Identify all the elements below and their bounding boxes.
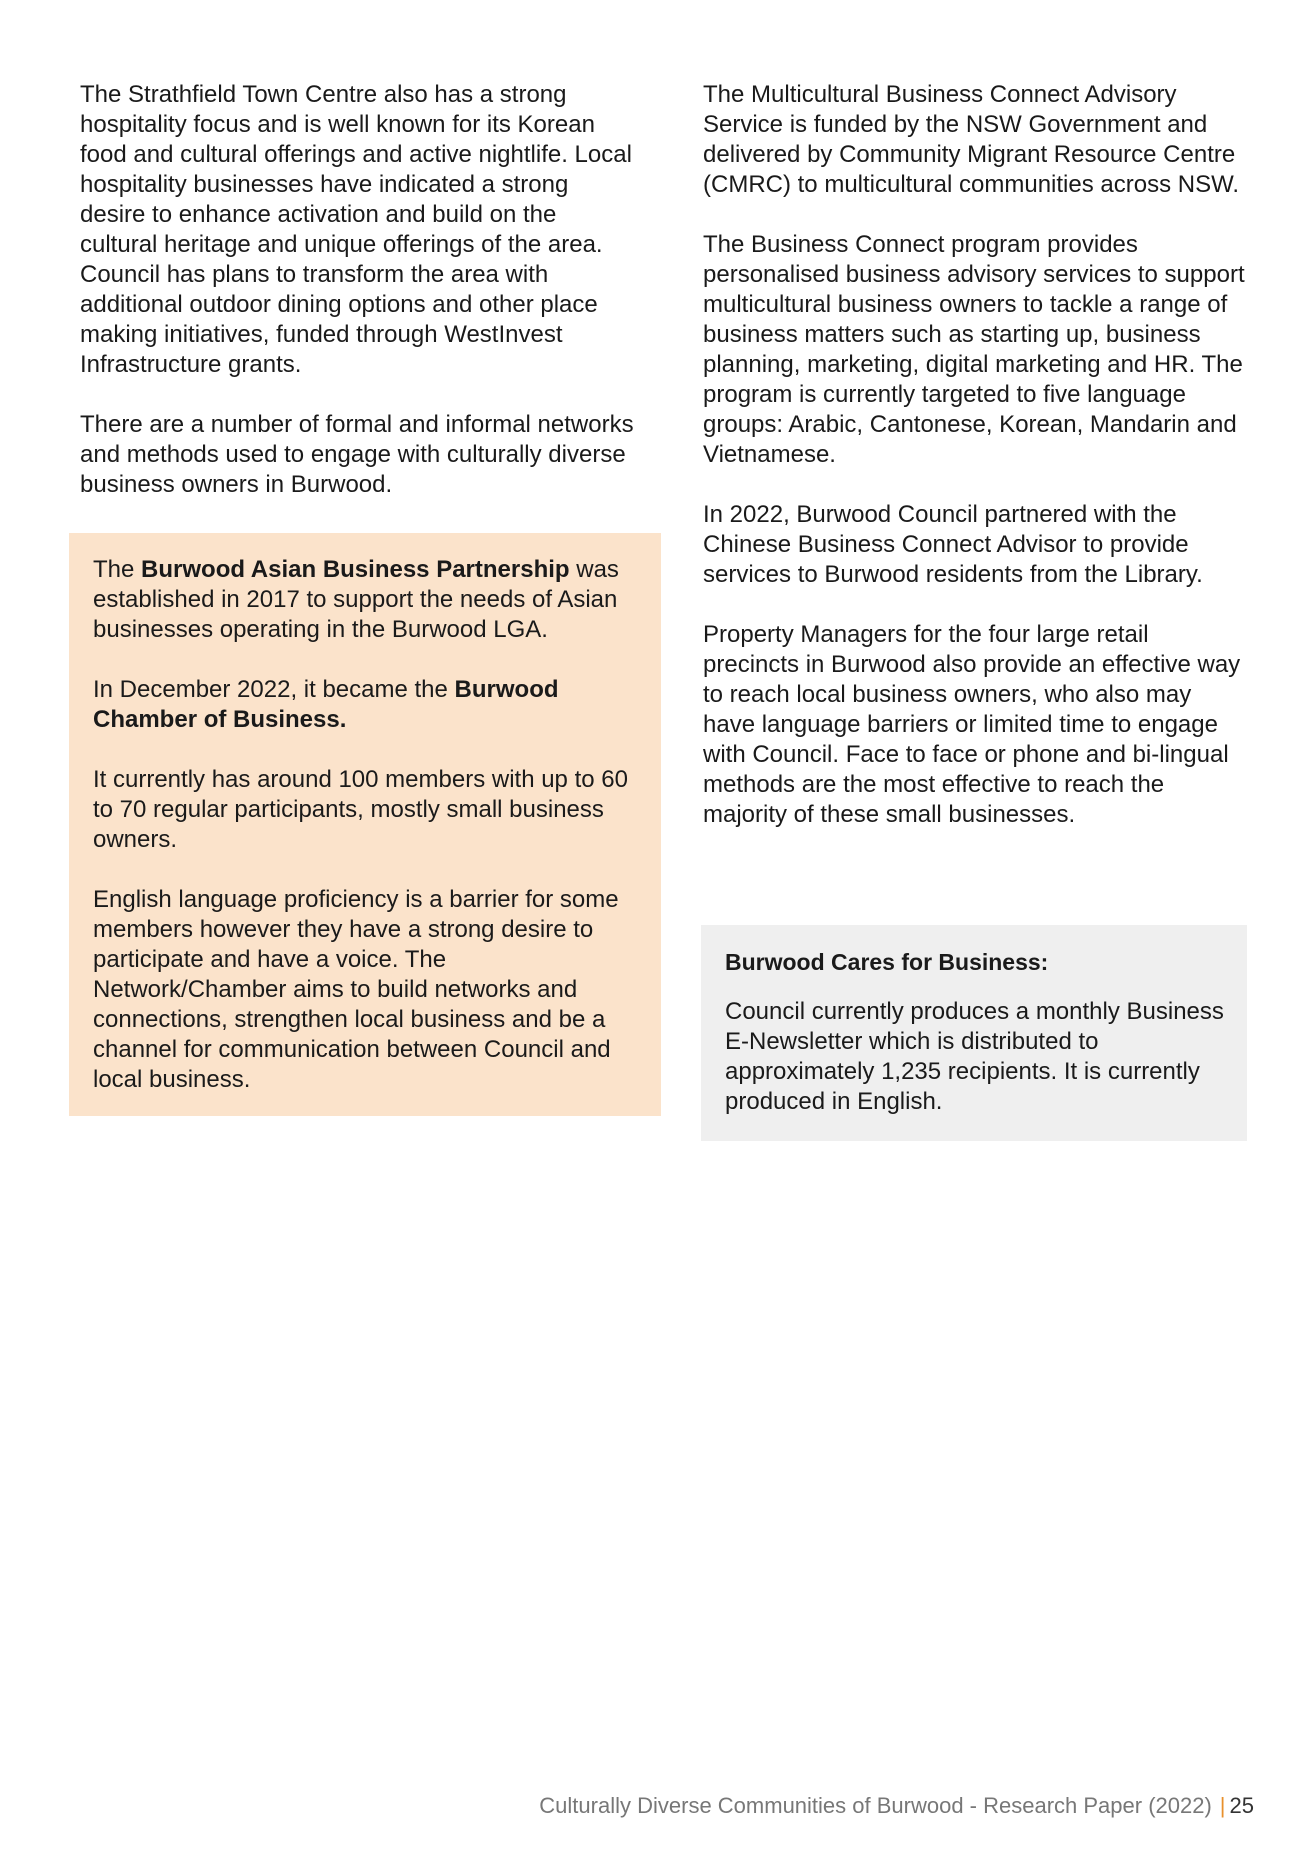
networks-paragraph: There are a number of formal and informal networks and methods used to engage with culturally diverse business owners in Burwood. — [80, 411, 634, 498]
page-footer — [539, 1792, 1254, 1820]
chamber-name: Burwood Chamber of Business. — [93, 676, 559, 733]
partnership-callout — [69, 533, 661, 1116]
chamber-paragraph — [93, 675, 645, 735]
strathfield-paragraph: The Strathfield Town Centre also has a strong hospitality focus and is well known for its Korean food and cultural offerings and active nightlife. Local hospitality businesses have indicated a strong desire to enhance activation and build on the cultural heritage and unique offerings of the area. Council has plans to transform the area with additional outdoor dining options and other place making initiatives, funded through WestInvest Infrastructure grants. — [80, 81, 632, 378]
partnership-name: Burwood Asian Business Partnership — [141, 556, 570, 583]
footer-separator: | — [1219, 1793, 1226, 1818]
cares-callout — [701, 925, 1247, 1141]
advisory-service-paragraph: The Multicultural Business Connect Advisory Service is funded by the NSW Government and delivered by Community Migrant Resource Centre (CMRC) to multicultural communities across NSW. — [703, 81, 1240, 198]
business-connect-paragraph: The Business Connect program provides personalised business advisory services to support multicultural business owners to tackle a range of business matters such as starting up, business planning, marketing, digital marketing and HR. The program is currently targeted to five language groups: Arabic, Cantonese, Korean, Mandarin and Vietnamese. — [703, 231, 1245, 468]
cares-heading: Burwood Cares for Business: — [725, 949, 1049, 975]
right-column — [703, 80, 1248, 830]
text-span: was established in 2017 to support the needs of Asian businesses operating in the Burwood LGA. — [93, 556, 619, 643]
left-column — [80, 80, 640, 500]
property-managers-paragraph: Property Managers for the four large retail precincts in Burwood also provide an effective way to reach local business owners, who also may have language barriers or limited time to engage with Council. Face to face or phone and bi-lingual methods are the most effective to reach the majority of these small businesses. — [703, 621, 1241, 828]
text-span: The — [93, 556, 142, 583]
council-partnership-paragraph: In 2022, Burwood Council partnered with the Chinese Business Connect Advisor to provide services to Burwood residents from the Library. — [703, 501, 1203, 588]
footer-title: Culturally Diverse Communities of Burwood - Research Paper (2022) — [539, 1793, 1212, 1818]
members-paragraph: It currently has around 100 members with up to 60 to 70 regular participants, mostly small business owners. — [93, 766, 628, 853]
cares-text: Council currently produces a monthly Business E-Newsletter which is distributed to approximately 1,235 recipients. It is currently produced in English. — [725, 998, 1224, 1115]
language-paragraph: English language proficiency is a barrier for some members however they have a strong desire to participate and have a voice. The Network/Chamber aims to build networks and connections, strengthen local business and be a channel for communication between Council and local business. — [93, 886, 619, 1093]
text-span: In December 2022, it became the — [93, 676, 455, 703]
partnership-intro — [93, 555, 645, 645]
page-number: 25 — [1229, 1793, 1254, 1818]
